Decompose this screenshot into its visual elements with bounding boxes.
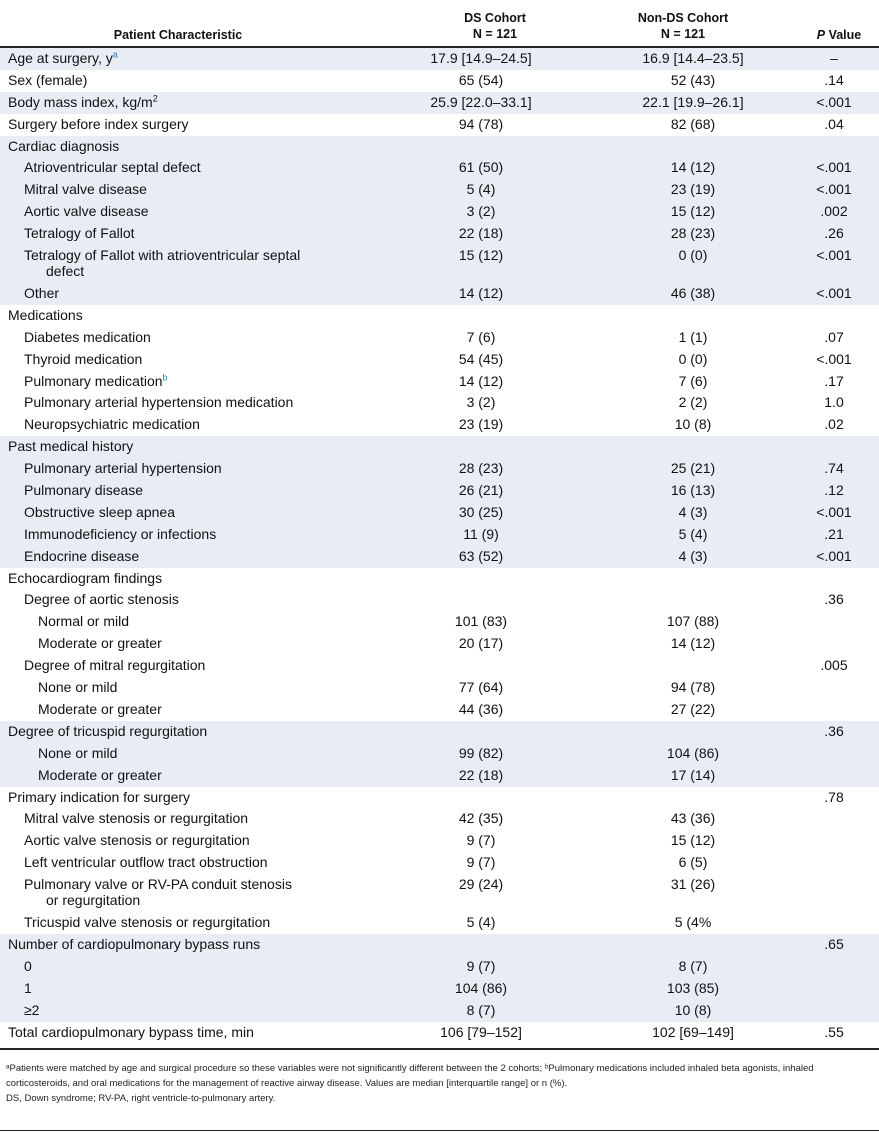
table-row — [0, 480, 879, 502]
row-label — [24, 810, 369, 826]
row-label — [24, 548, 369, 564]
row-label — [24, 285, 369, 301]
nonds-cohort-value: 103 (85) — [666, 979, 720, 996]
table-row — [0, 568, 879, 590]
p-value: .74 — [824, 460, 844, 477]
table-row — [0, 436, 879, 458]
table-row — [0, 699, 879, 721]
row-label-text: ≥2 — [24, 1001, 40, 1018]
ds-cohort-value: 22 (18) — [458, 225, 504, 242]
row-label-text: Normal or mild — [38, 613, 130, 630]
ds-cohort-value: 14 (12) — [458, 285, 504, 302]
nonds-cohort-value: 10 (8) — [674, 1001, 712, 1018]
table-row — [0, 912, 879, 934]
nonds-cohort-value: 16 (13) — [670, 482, 716, 499]
row-label — [8, 94, 368, 110]
row-label-text: Pulmonary disease — [24, 482, 144, 499]
nonds-cohort-value: 23 (19) — [670, 181, 716, 198]
row-label-continuation: defect — [46, 263, 85, 280]
row-label-text: Number of cardiopulmonary bypass runs — [8, 935, 261, 952]
row-label — [24, 203, 369, 219]
row-label-text: Pulmonary arterial hypertension — [24, 460, 222, 477]
row-label-text: Moderate or greater — [38, 766, 162, 783]
ds-cohort-value: 17.9 [14.9–24.5] — [430, 50, 532, 66]
p-value: .02 — [824, 416, 844, 433]
table-row — [0, 92, 879, 114]
row-label-text: Moderate or greater — [38, 635, 162, 652]
table-row — [0, 371, 879, 393]
ds-cohort-value: 65 (54) — [458, 71, 504, 88]
p-value: .55 — [824, 1023, 844, 1040]
row-label — [24, 657, 369, 673]
row-label — [8, 72, 368, 88]
p-value: <.001 — [816, 350, 852, 367]
ds-cohort-value: 11 (9) — [463, 525, 499, 542]
ds-cohort-value: 8 (7) — [466, 1001, 496, 1018]
table-row — [0, 392, 879, 414]
p-value: .04 — [824, 115, 844, 132]
row-label — [8, 789, 368, 805]
row-label — [24, 876, 369, 908]
p-value: .002 — [820, 203, 848, 220]
row-label-text: Neuropsychiatric medication — [24, 416, 200, 433]
table-row — [0, 546, 879, 568]
ds-cohort-value: 25.9 [22.0–33.1] — [430, 93, 532, 110]
row-label-text: Echocardiogram findings — [8, 569, 163, 586]
row-label-text: None or mild — [38, 744, 118, 761]
p-value: <.001 — [816, 285, 852, 302]
row-label-text: Pulmonary medication — [24, 372, 163, 389]
table-row — [0, 765, 879, 787]
p-value: .78 — [824, 788, 844, 805]
ds-cohort-value: 44 (36) — [458, 700, 504, 717]
p-value: <.001 — [816, 503, 852, 520]
header-p-rest: Value — [825, 28, 862, 42]
row-label-superscript: b — [162, 371, 168, 382]
header-p-italic: P — [816, 28, 826, 42]
p-value: <.001 — [816, 159, 852, 176]
row-label — [24, 247, 369, 279]
row-label-text: Moderate or greater — [38, 700, 162, 717]
row-label-text: Immunodeficiency or infections — [24, 525, 217, 542]
row-label-text: Total cardiopulmonary bypass time, min — [8, 1023, 254, 1040]
ds-cohort-value: 9 (7) — [466, 832, 496, 849]
row-label-text: 1 — [24, 979, 32, 996]
ds-cohort-value: 104 (86) — [454, 979, 508, 996]
row-label — [24, 394, 369, 410]
row-label-text: Pulmonary arterial hypertension medication — [24, 394, 294, 411]
row-label-text: Aortic valve stenosis or regurgitation — [24, 832, 250, 849]
nonds-cohort-value: 10 (8) — [674, 416, 712, 433]
nonds-cohort-value: 15 (12) — [670, 203, 716, 220]
ds-cohort-value: 15 (12) — [458, 247, 504, 264]
row-label — [24, 460, 369, 476]
table-header — [0, 0, 879, 48]
table-row — [0, 677, 879, 699]
ds-cohort-value: 42 (35) — [458, 810, 504, 827]
p-value: – — [830, 50, 838, 66]
row-label — [8, 307, 368, 323]
row-label — [24, 373, 369, 389]
nonds-cohort-value: 7 (6) — [678, 372, 708, 389]
row-label-text: Pulmonary valve or RV-PA conduit stenosis — [24, 876, 292, 893]
nonds-cohort-value: 52 (43) — [670, 71, 716, 88]
ds-cohort-value: 99 (82) — [458, 744, 504, 761]
table-row — [0, 283, 879, 305]
ds-cohort-value: 7 (6) — [466, 328, 496, 345]
table-row — [0, 874, 879, 912]
p-value: <.001 — [816, 181, 852, 198]
p-value: .12 — [824, 482, 844, 499]
nonds-cohort-value: 43 (36) — [670, 810, 716, 827]
footnote-divider — [0, 1048, 879, 1050]
ds-cohort-value: 101 (83) — [454, 613, 508, 630]
ds-cohort-value: 22 (18) — [458, 766, 504, 783]
table-row — [0, 743, 879, 765]
ds-cohort-value: 63 (52) — [458, 547, 504, 564]
row-label — [24, 225, 369, 241]
table-row — [0, 327, 879, 349]
p-value: .36 — [824, 722, 844, 739]
row-label — [24, 181, 369, 197]
row-label-text: Primary indication for surgery — [8, 788, 191, 805]
row-label-superscript: 2 — [152, 93, 158, 104]
table-row — [0, 978, 879, 1000]
table-row — [0, 1000, 879, 1022]
row-label-text: Atrioventricular septal defect — [24, 159, 201, 176]
p-value: .21 — [824, 525, 844, 542]
row-label-text: Endocrine disease — [24, 547, 140, 564]
row-label-continuation: or regurgitation — [46, 892, 141, 909]
p-value: <.001 — [816, 247, 852, 264]
header-nonds-n: N = 121 — [660, 27, 706, 41]
p-value: <.001 — [816, 93, 852, 110]
table-row — [0, 589, 879, 611]
row-label-superscript: a — [112, 49, 118, 60]
ds-cohort-value: 20 (17) — [458, 635, 504, 652]
table-row — [0, 721, 879, 743]
row-label — [8, 570, 368, 586]
row-label-text: Tetralogy of Fallot — [24, 225, 135, 242]
bottom-divider — [0, 1130, 879, 1131]
p-value: .17 — [824, 372, 844, 389]
row-label-text: Diabetes medication — [24, 328, 151, 345]
nonds-cohort-value: 102 [69–149] — [652, 1023, 734, 1040]
nonds-cohort-value: 104 (86) — [666, 744, 720, 761]
nonds-cohort-value: 82 (68) — [670, 115, 716, 132]
row-label — [38, 613, 368, 629]
table-row — [0, 70, 879, 92]
ds-cohort-value: 5 (4) — [466, 181, 496, 198]
row-label — [8, 1024, 368, 1040]
row-label — [38, 679, 368, 695]
table-row — [0, 414, 879, 436]
ds-cohort-value: 106 [79–152] — [440, 1023, 522, 1040]
table-row — [0, 136, 879, 158]
row-label-text: Sex (female) — [8, 71, 88, 88]
table-row — [0, 852, 879, 874]
row-label — [24, 958, 369, 974]
nonds-cohort-value: 94 (78) — [670, 679, 716, 696]
table-row — [0, 458, 879, 480]
nonds-cohort-value: 16.9 [14.4–23.5] — [642, 50, 744, 66]
ds-cohort-value: 23 (19) — [458, 416, 504, 433]
table-row — [0, 787, 879, 809]
nonds-cohort-value: 0 (0) — [678, 247, 708, 264]
ds-cohort-value: 3 (2) — [466, 203, 496, 220]
ds-cohort-value: 28 (23) — [458, 460, 504, 477]
table-row — [0, 956, 879, 978]
table-row — [0, 1022, 879, 1044]
row-label-text: Thyroid medication — [24, 350, 143, 367]
table-row — [0, 502, 879, 524]
nonds-cohort-value: 28 (23) — [670, 225, 716, 242]
table-row — [0, 934, 879, 956]
row-label-text: Mitral valve stenosis or regurgitation — [24, 810, 249, 827]
table-row — [0, 349, 879, 371]
row-label-text: Past medical history — [8, 438, 134, 455]
row-label-text: Left ventricular outflow tract obstruction — [24, 854, 268, 871]
nonds-cohort-value: 22.1 [19.9–26.1] — [642, 93, 744, 110]
row-label-text: Obstructive sleep apnea — [24, 503, 175, 520]
footnote-line-2: DS, Down syndrome; RV-PA, right ventricle-to-pulmonary artery. — [6, 1093, 276, 1104]
row-label — [8, 50, 368, 66]
ds-cohort-value: 9 (7) — [466, 957, 496, 974]
row-label — [24, 329, 369, 345]
header-p-value — [800, 27, 878, 43]
row-label — [24, 159, 369, 175]
ds-cohort-value: 61 (50) — [458, 159, 504, 176]
nonds-cohort-value: 107 (88) — [666, 613, 720, 630]
ds-cohort-value: 14 (12) — [458, 372, 504, 389]
header-ds-n: N = 121 — [472, 27, 518, 41]
row-label-text: Age at surgery, y — [8, 50, 113, 66]
row-label-text: Degree of mitral regurgitation — [24, 657, 206, 674]
ds-cohort-value: 26 (21) — [458, 482, 504, 499]
nonds-cohort-value: 5 (4% — [674, 914, 712, 931]
table-row — [0, 48, 879, 70]
p-value: 1.0 — [824, 394, 844, 411]
table-body — [0, 48, 879, 1043]
nonds-cohort-value: 4 (3) — [678, 503, 708, 520]
row-label-text: Tricuspid valve stenosis or regurgitation — [24, 914, 271, 931]
p-value: .65 — [824, 935, 844, 952]
row-label — [38, 745, 368, 761]
nonds-cohort-value: 17 (14) — [670, 766, 716, 783]
ds-cohort-value: 3 (2) — [466, 394, 496, 411]
row-label-text: Medications — [8, 306, 83, 323]
row-label — [24, 482, 369, 498]
header-nonds-cohort — [588, 10, 778, 42]
row-label — [24, 504, 369, 520]
row-label-text: Tetralogy of Fallot with atrioventricular septal — [24, 247, 301, 264]
table-row — [0, 223, 879, 245]
nonds-cohort-value: 8 (7) — [678, 957, 708, 974]
table-row — [0, 245, 879, 283]
table-row — [0, 633, 879, 655]
row-label — [24, 416, 369, 432]
table-row — [0, 808, 879, 830]
row-label-text: Mitral valve disease — [24, 181, 147, 198]
row-label — [8, 138, 368, 154]
row-label — [38, 767, 368, 783]
nonds-cohort-value: 14 (12) — [670, 159, 716, 176]
nonds-cohort-value: 2 (2) — [678, 394, 708, 411]
row-label — [24, 832, 369, 848]
row-label-text: None or mild — [38, 679, 118, 696]
row-label — [24, 591, 369, 607]
nonds-cohort-value: 4 (3) — [678, 547, 708, 564]
table-row — [0, 201, 879, 223]
ds-cohort-value: 54 (45) — [458, 350, 504, 367]
row-label-text: Other — [24, 285, 60, 302]
row-label — [24, 914, 369, 930]
nonds-cohort-value: 27 (22) — [670, 700, 716, 717]
row-label — [8, 116, 368, 132]
footnote-line-1: ᵃPatients were matched by age and surgical procedure so these variables were not significantly different between the 2 cohorts; ᵇPulmonary medications included inhaled beta agonists, inhaled corticosteroids, and oral medications for the management of reactive airway disease. Values are median [interquartile range] or n (%). — [6, 1063, 814, 1089]
nonds-cohort-value: 25 (21) — [670, 460, 716, 477]
nonds-cohort-value: 6 (5) — [678, 854, 708, 871]
row-label-text: Degree of tricuspid regurgitation — [8, 722, 208, 739]
p-value: .005 — [820, 657, 848, 674]
row-label — [38, 701, 368, 717]
row-label — [8, 723, 368, 739]
row-label — [24, 526, 369, 542]
p-value: <.001 — [816, 547, 852, 564]
table-row — [0, 157, 879, 179]
ds-cohort-value: 77 (64) — [458, 679, 504, 696]
row-label — [8, 936, 368, 952]
nonds-cohort-value: 31 (26) — [670, 876, 716, 893]
ds-cohort-value: 29 (24) — [458, 876, 504, 893]
row-label-text: Surgery before index surgery — [8, 115, 189, 132]
row-label-text: 0 — [24, 957, 32, 974]
table-row — [0, 524, 879, 546]
ds-cohort-value: 9 (7) — [466, 854, 496, 871]
row-label-text: Cardiac diagnosis — [8, 137, 120, 154]
row-label — [24, 854, 369, 870]
header-ds-cohort — [400, 10, 590, 42]
nonds-cohort-value: 14 (12) — [670, 635, 716, 652]
table-row — [0, 830, 879, 852]
row-label-text: Aortic valve disease — [24, 203, 149, 220]
row-label — [38, 635, 368, 651]
p-value: .26 — [824, 225, 844, 242]
row-label — [24, 351, 369, 367]
table-row — [0, 114, 879, 136]
nonds-cohort-value: 1 (1) — [678, 328, 708, 345]
ds-cohort-value: 30 (25) — [458, 503, 504, 520]
table-footnote — [6, 1061, 872, 1106]
nonds-cohort-value: 0 (0) — [678, 350, 708, 367]
p-value: .14 — [824, 71, 844, 88]
row-label-text: Body mass index, kg/m — [8, 93, 153, 110]
header-ds-title: DS Cohort — [464, 11, 526, 25]
table-row — [0, 611, 879, 633]
table-row — [0, 655, 879, 677]
row-label-text: Degree of aortic stenosis — [24, 591, 179, 608]
nonds-cohort-value: 5 (4) — [678, 525, 708, 542]
header-nonds-title: Non-DS Cohort — [637, 11, 729, 25]
row-label — [24, 1002, 369, 1018]
ds-cohort-value: 94 (78) — [458, 115, 504, 132]
p-value: .36 — [824, 591, 844, 608]
table-row — [0, 305, 879, 327]
row-label — [24, 980, 369, 996]
row-label — [8, 438, 368, 454]
p-value: .07 — [824, 328, 844, 345]
nonds-cohort-value: 46 (38) — [670, 285, 716, 302]
header-characteristic: Patient Characteristic — [113, 28, 243, 42]
ds-cohort-value: 5 (4) — [466, 914, 496, 931]
table-row — [0, 179, 879, 201]
nonds-cohort-value: 15 (12) — [670, 832, 716, 849]
